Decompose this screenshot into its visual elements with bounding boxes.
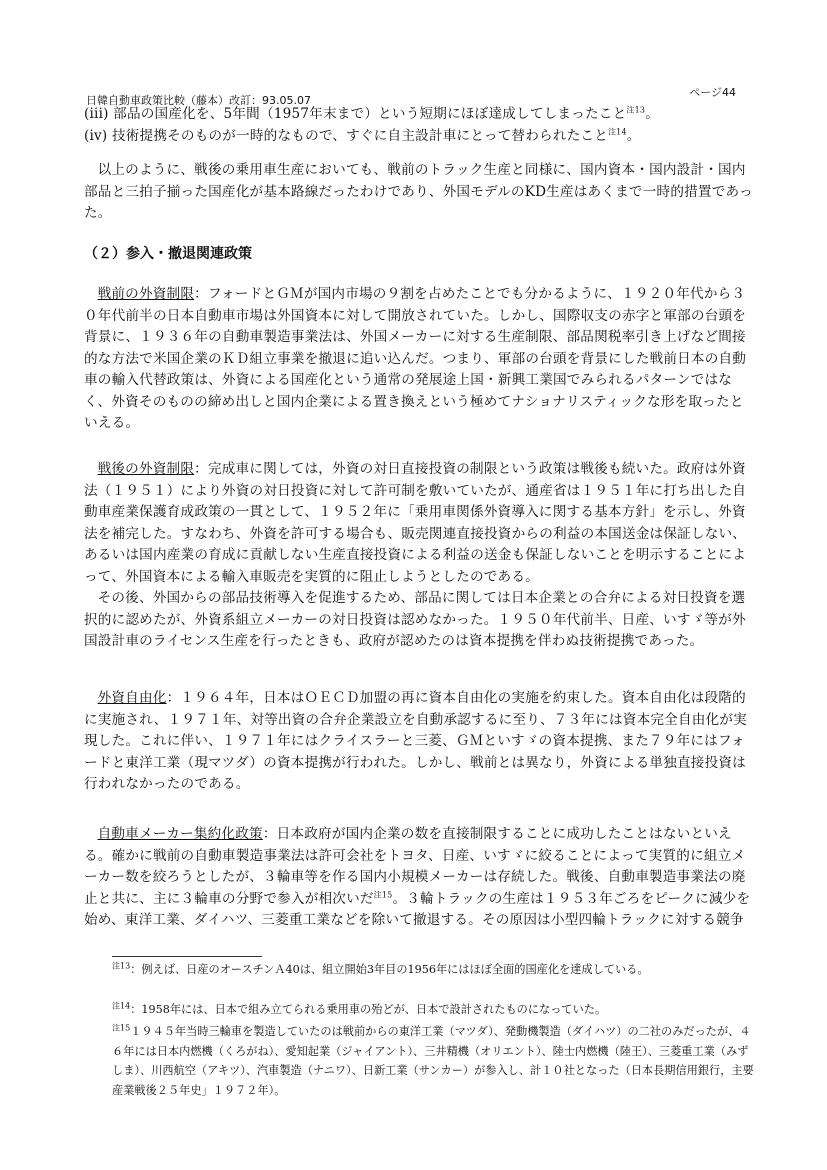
liberalization-paragraph: [84, 688, 756, 796]
prewar-label: 戦前の外資制限: [97, 286, 195, 302]
consolidation-paragraph: [84, 824, 756, 932]
postwar-paragraph: [84, 459, 756, 653]
list-item: (iii) 部品の国産化を、5年間（1957年末まで）という短期にほぼ達成してしまったこと$^{注13}$。: [84, 105, 659, 122]
consolidation-body-cont: 。３輪トラックの生産は１９５３年ごろをピークに減少を始め、東洋工業、ダイハツ、三菱重工業などを除いて撤退する。その原因は小型四輪トラックに対する競争: [84, 890, 751, 928]
postwar-body2: その後、外国からの部品技術導入を促進するため、部品に関しては日本企業との合弁による対日投資を選択的に認めたが、外資系組立メーカーの対日投資は認めなかった。１９５０年代前半、日産、いすゞ等が外国設計車のライセンス生産を行ったときも、政府が認めたのは資本提携を伴わぬ技術提携であった。: [84, 590, 746, 649]
footnote-divider: [112, 956, 262, 957]
footnote-13: $^{注13}$：例えば、日産のオースチンＡ40は、組立開始3年目の1956年にはほぼ全面的国産化を達成している。: [112, 961, 649, 976]
summary-paragraph: 以上のように、戦後の乗用車生産においても、戦前のトラック生産と同様に、国内資本・国内設計・国内部品と三拍子揃った国産化が基本路線だったわけであり、外国モデルのKD生産はあくまで一時的措置であった。: [84, 162, 753, 221]
list-block: [84, 104, 756, 147]
prewar-body: ：フォードとＧＭが国内市場の９割を占めたことでも分かるように、１９２０年代から３０年代前半の日本自動車市場は外国資本に対して開放されていた。しかし、国際収支の赤字と軍部の台頭を背景に、１９３６年の自動車製造事業法は、外国メーカーに対する生産制限、部品関税率引き上げなど間接的な方法で米国企業のＫＤ組立事業を撤退に追い込んだ。つまり、軍部の台頭を背景にした戦前日本の自動車の輸入代替政策は、外資による国産化という通常の発展途上国・新興工業国でみられるパターンではなく、外資そのものの締め出しと国内企業による置き換えという極めてナショナリスティックな形を取ったといえる。: [84, 286, 747, 431]
liberalization-body: ：１９６４年，日本はＯＥＣＤ加盟の再に資本自由化の実施を約束した。資本自由化は段階的に実施され、１９７１年、対等出資の合弁企業設立を自動承認するに至り、７３年には資本完全自由化が実現した。これに伴い、１９７１年にはクライスラーと三菱、ＧＭといすゞの資本提携、また７９年にはフォードと東洋工業（現マツダ）の資本提携が行われた。しかし、戦前とは異なり，外資による単独直接投資は行われなかったのである。: [84, 690, 747, 792]
footnote-ref: 注15: [373, 889, 393, 899]
footnote-14: $^{注14}$：1958年には、日本で組み立てられる乗用車の殆どが、日本で設計されたものになっていた。: [112, 1001, 607, 1016]
footnote-15: $^{注15}$１９４５年当時三輪車を製造していたのは戦前からの東洋工業（マツダ）、発動機製造（ダイハツ）の二社のみだったが、４６年には日本内燃機（くろがね）、愛知起業（ジャイアント）、三井精機（オリエント）、陸士内燃機（陸王）、三菱重工業（みずしま）、川西航空（アキツ）、汽車製造（ナニワ）、日新工業（サンカー）が参入し、計１０社となった（日本長期信用銀行，主要産業戦後２５年史」１９７２年）。: [112, 1023, 754, 1097]
header-title: 日韓自動車政策比較（藤本）改訂：93.05.07: [86, 94, 311, 107]
list-item: (iv) 技術提携そのものが一時的なもので、すぐに自主設計車にとって替わられたこと$^{注14}$。: [84, 126, 641, 144]
liberalization-label: 外資自由化: [97, 690, 167, 706]
prewar-paragraph: [84, 284, 756, 435]
section-heading: （２）参入・撤退関連政策: [84, 246, 252, 262]
postwar-label: 戦後の外資制限: [97, 461, 195, 477]
consolidation-label: 自動車メーカー集約化政策: [97, 826, 263, 842]
page-number: ページ44: [689, 86, 736, 99]
postwar-body: ：完成車に関しては，外資の対日直接投資の制限という政策は戦後も続いた。政府は外資法（１９５１）により外資の対日投資に対して許可制を敷いていたが、通産省は１９５１年に打ち出した自動車産業保護育成政策の一貫として、１９５２年に「乗用車関係外資導入に関する基本方針」を示し、外資法を補完した。すなわち、外資を許可する場合も、販売関連直接投資からの利益の本国送金は保証しない、あるいは国内産業の育成に貢献しない生産直接投資による利益の送金も保証しないことを明示することによって、外国資本による輸入車販売を実質的に阻止しようとしたのである。: [84, 461, 747, 585]
consolidation-body: ：日本政府が国内企業の数を直接制限することに成功したことはないといえる。確かに戦前の自動車製造事業法は許可会社をトヨタ、日産、いすゞに絞ることによって実質的に組立メーカー数を絞ろうとしたが、３輪車等を作る国内小規模メーカーは存続した。戦後、自動車製造事業法の廃止と共に、主に３輪車の分野で参入が相次いだ: [84, 826, 746, 907]
